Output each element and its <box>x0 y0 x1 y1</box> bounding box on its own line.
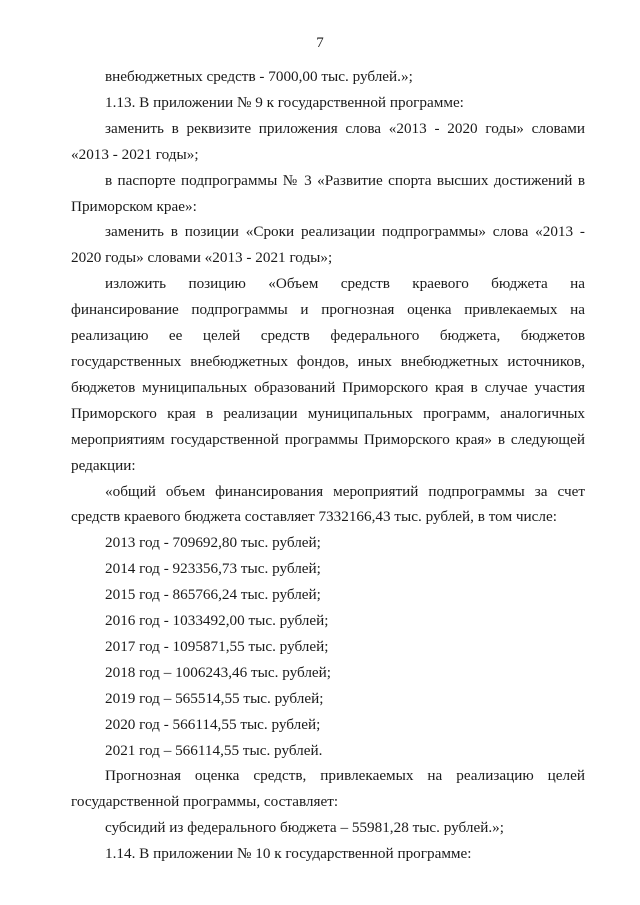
paragraph-item-1-14: 1.14. В приложении № 10 к государственной программе: <box>105 845 472 863</box>
funding-year-2018: 2018 год – 1006243,46 тыс. рублей; <box>105 663 332 681</box>
funding-year-2016: 2016 год - 1033492,00 тыс. рублей; <box>105 612 329 630</box>
funding-year-2017: 2017 год - 1095871,55 тыс. рублей; <box>105 637 329 655</box>
paragraph-subprogram-passport: в паспорте подпрограммы № 3 «Развитие спорта высших достижений в Приморском крае»: <box>71 171 585 215</box>
paragraph-total-funding: «общий объем финансирования мероприятий подпрограммы за счет средств краевого бюджета составляет 7332166,43 тыс. рублей, в том числе: <box>71 482 585 526</box>
paragraph-item-1-13: 1.13. В приложении № 9 к государственной программе: <box>105 93 464 111</box>
funding-year-2013: 2013 год - 709692,80 тыс. рублей; <box>105 534 321 552</box>
paragraph-offbudget-funds: внебюджетных средств - 7000,00 тыс. рублей.»; <box>105 68 413 85</box>
paragraph-forecast-estimate: Прогнозная оценка средств, привлекаемых на реализацию целей государственной программы, составляет: <box>71 767 585 811</box>
paragraph-federal-subsidies: субсидий из федерального бюджета – 55981,28 тыс. рублей.»; <box>105 819 504 837</box>
paragraph-replace-requisite: заменить в реквизите приложения слова «2013 - 2020 годы» словами «2013 - 2021 годы»; <box>71 119 585 163</box>
funding-year-2021: 2021 год – 566114,55 тыс. рублей. <box>105 741 323 759</box>
document-body <box>71 64 585 867</box>
paragraph-replace-terms: заменить в позиции «Сроки реализации подпрограммы» слова «2013 - 2020 годы» словами «2013 - 2021 годы»; <box>71 223 585 267</box>
funding-year-2020: 2020 год - 566114,55 тыс. рублей; <box>105 715 321 733</box>
funding-year-2019: 2019 год – 565514,55 тыс. рублей; <box>105 689 324 707</box>
funding-year-2014: 2014 год - 923356,73 тыс. рублей; <box>105 560 321 578</box>
paragraph-funding-position: изложить позицию «Объем средств краевого бюджета на финансирование подпрограммы и прогнозная оценка привлекаемых на реализацию ее целей средств федерального бюджета, бюджетов государственных внебюджетных фондов, иных внебюджетных источников, бюджетов муниципальных образований Приморского края в случае участия Приморского края в реализации муниципальных программ, аналогичных мероприятиям государственной программы Приморского края» в следующей редакции: <box>71 275 585 474</box>
page-number: 7 <box>316 35 324 51</box>
funding-year-2015: 2015 год - 865766,24 тыс. рублей; <box>105 586 321 604</box>
